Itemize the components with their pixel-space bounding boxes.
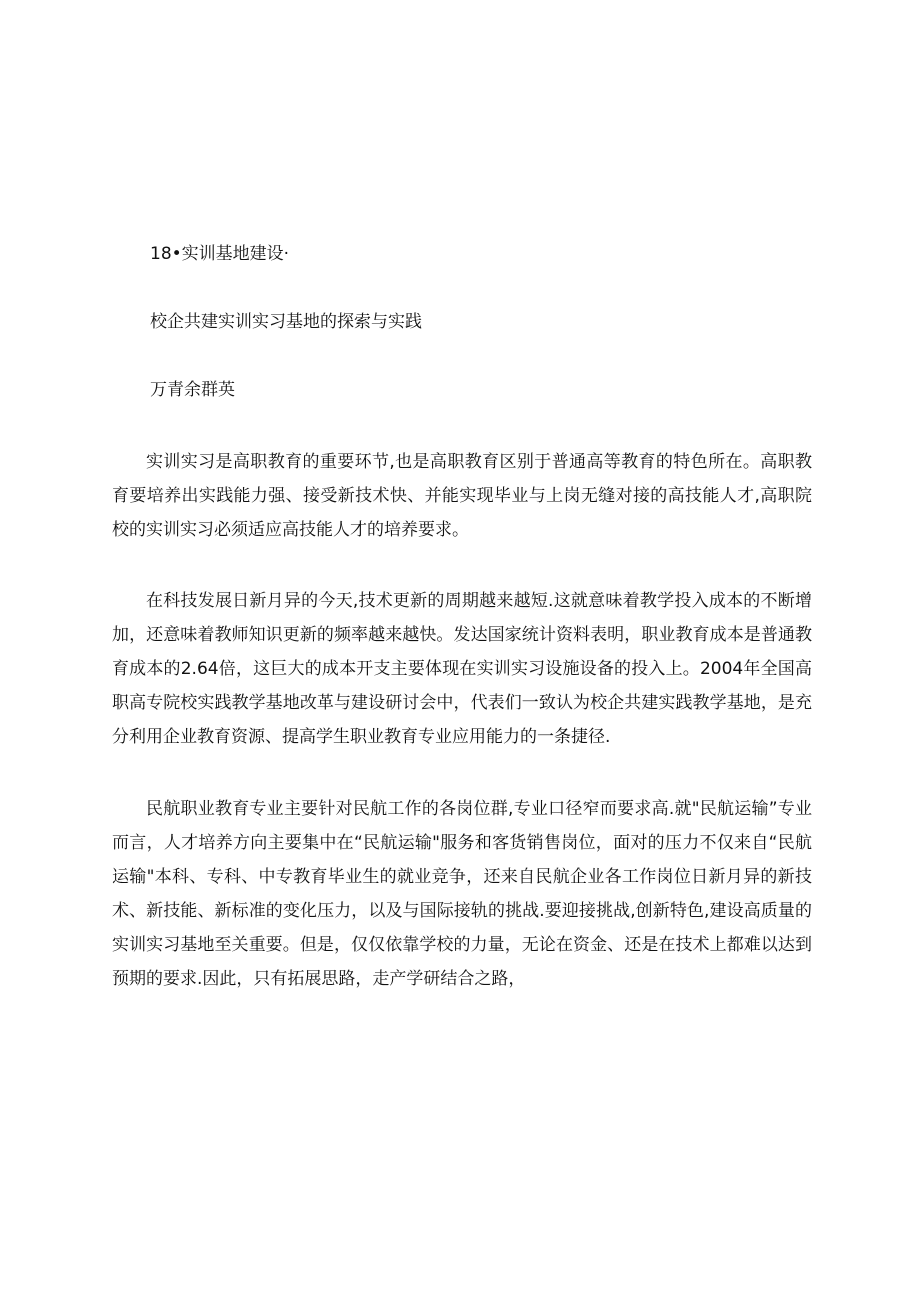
paragraph-1: 实训实习是高职教育的重要环节,也是高职教育区别于普通高等教育的特色所在。高职教育要培养出实践能力强、接受新技术快、并能实现毕业与上岗无缝对接的高技能人才,高职院校的实训实习必须适应高技能人才的培养要求。 [112, 452, 812, 540]
paragraph-2: 在科技发展日新月异的今天,技术更新的周期越来越短.这就意味着教学投入成本的不断增加，还意味着教师知识更新的频率越来越快。发达国家统计资料表明，职业教育成本是普通教育成本的2.64倍，这巨大的成本开支主要体现在实训实习设施设备的投入上。2004年全国高职高专院校实践教学基地改革与建设研讨会中，代表们一致认为校企共建实践教学基地，是充分利用企业教育资源、提高学生职业教育专业应用能力的一条捷径. [112, 591, 812, 747]
section-label: 18•实训基地建设· [150, 244, 290, 264]
paragraph-3: 民航职业教育专业主要针对民航工作的各岗位群,专业口径窄而要求高.就"民航运输”专业而言，人才培养方向主要集中在“民航运输"服务和客货销售岗位，面对的压力不仅来自“民航运输"本科、专科、中专教育毕业生的就业竞争，还来自民航企业各工作岗位日新月异的新技术、新技能、新标准的变化压力，以及与国际接轨的挑战.要迎接挑战,创新特色,建设高质量的实训实习基地至关重要。但是，仅仅依靠学校的力量，无论在资金、还是在技术上都难以达到预期的要求.因此，只有拓展思路，走产学研结合之路， [112, 799, 812, 989]
article-title: 校企共建实训实习基地的探索与实践 [150, 312, 422, 332]
article-authors: 万青余群英 [150, 380, 235, 400]
